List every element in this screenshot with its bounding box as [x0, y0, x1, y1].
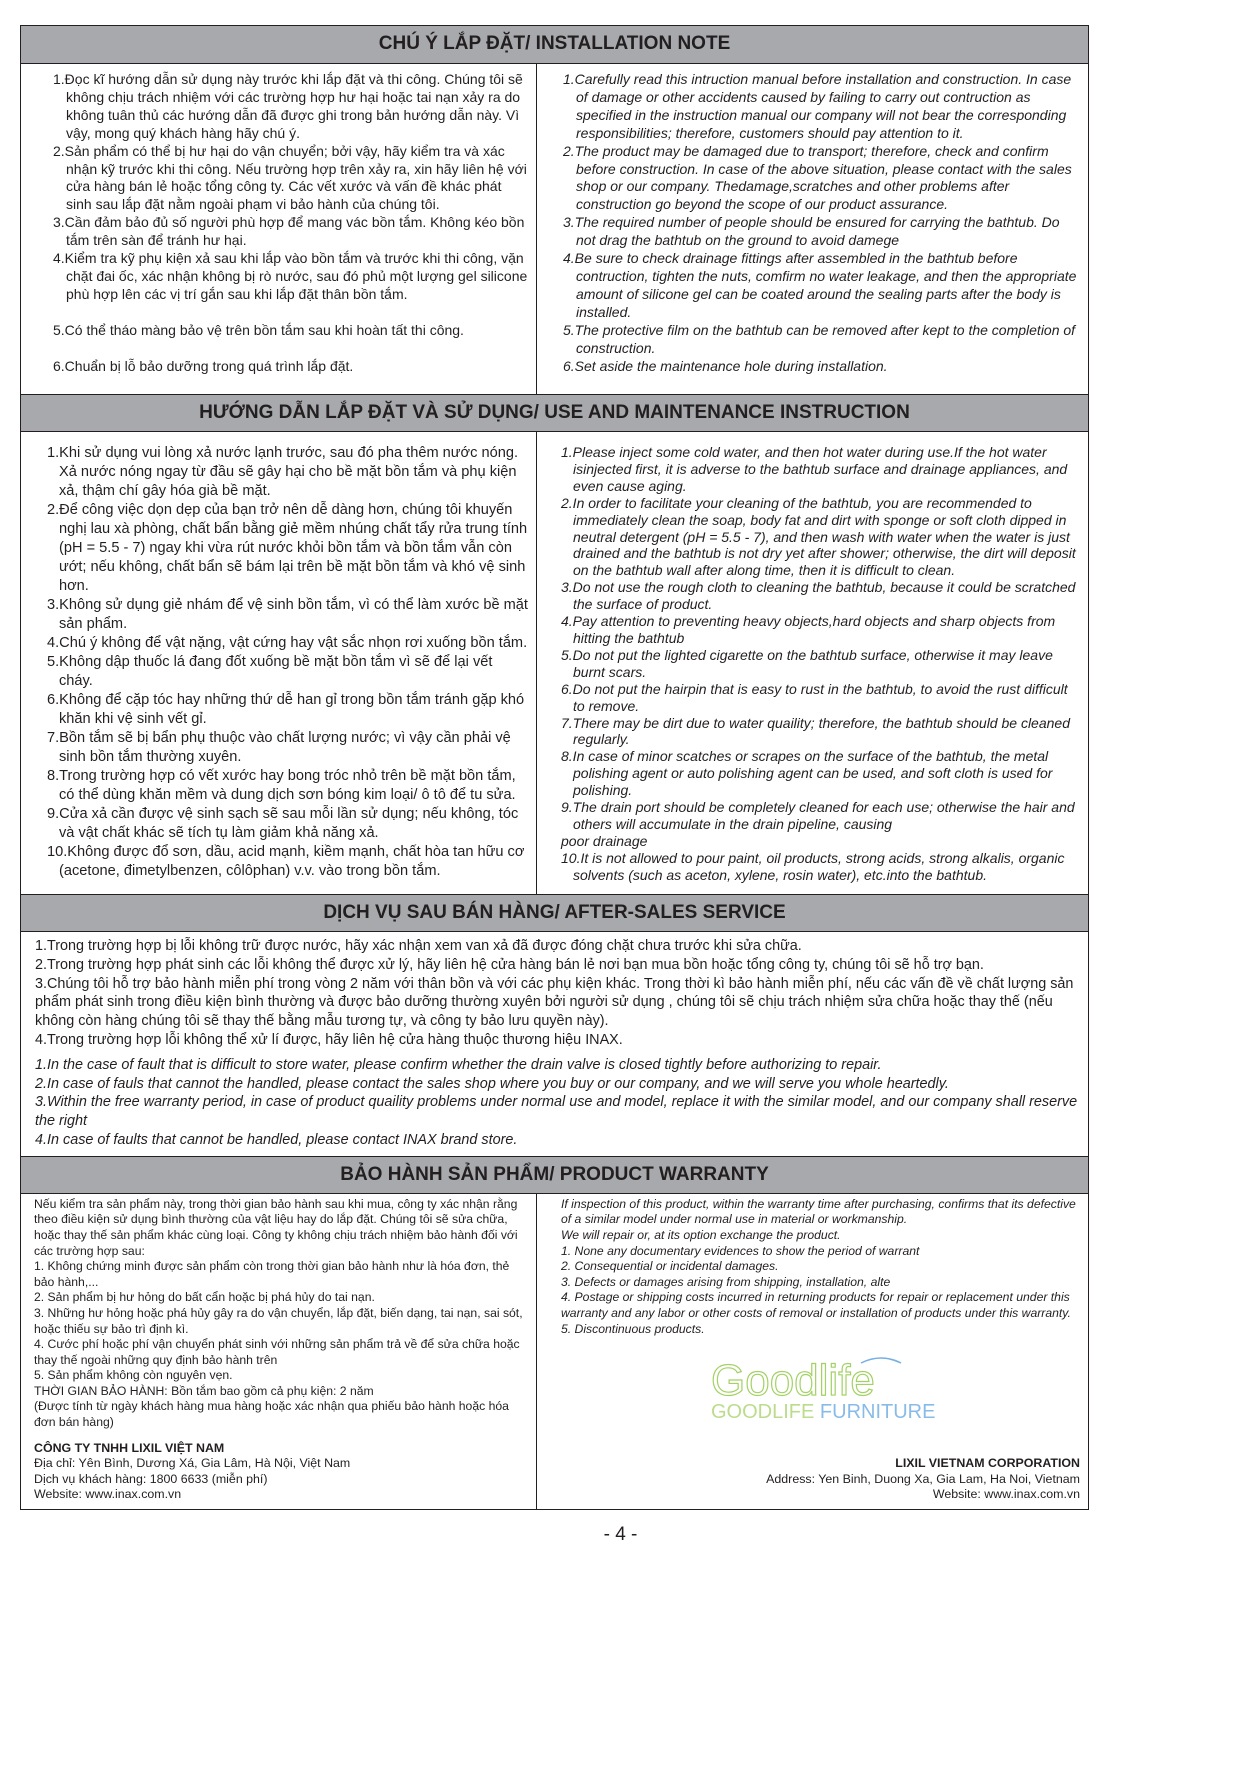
list-item: 10.It is not allowed to pour paint, oil products, strong acids, strong alkalis, organic solvents (such as aceton, xylene, rosin water), etc.into the bathtub.: [561, 849, 1065, 883]
list-item: 2.In order to facilitate your cleaning of the bathtub, you are recommended to immediately clean the soap, body fat and dirt with sponge or soft cloth dipped in neutral detergent (pH = 5.5 - 7), and then wash with water when the water is just drained and the bathtub is not dry yet after shower; otherwise, the dirt will deposit on the bathtub wall after along time, then it is difficult to clean.: [561, 494, 1076, 579]
list-item: 9.The drain port should be completely cleaned for each use; otherwise the hair and others will accumulate in the drain pipeline, causing: [561, 799, 1075, 832]
list-item: 4. Cước phí hoặc phí vận chuyển phát sinh với những sản phẩm trả về để sửa chữa hoặc thay thế ngoài những quy định bảo hành trên: [34, 1337, 520, 1367]
list-item: 3.Chúng tôi hỗ trợ bảo hành miễn phí trong vòng 2 năm với thân bồn và với các phụ kiện khác. Trong thời kì bảo hành miễn phí, nếu các vấn đề về chất lượng sản phẩm phát sinh trong điều kiện bình thường và được bảo dưỡng thường xuyên bởi người sử dụng , chúng tôi sẽ chịu trách nhiệm sửa chữa hoặc thay thế (nếu không còn hàng chúng tôi sẽ thay thế bằng mẫu tương tự, và công ty bảo lưu quyền này).: [35, 975, 1074, 1030]
installation-vi: [21, 64, 537, 394]
list-item: 2. Consequential or incidental damages.: [561, 1259, 779, 1274]
list-item: 2.In case of fauls that cannot the handled, please contact the sales shop where you buy or our company, and we will serve you whole heartedly.: [35, 1075, 949, 1092]
section-header-usage: HƯỚNG DẪN LẮP ĐẶT VÀ SỬ DỤNG/ USE AND MAINTENANCE INSTRUCTION: [21, 394, 1088, 432]
list-item: 2.The product may be damaged due to transport; therefore, check and confirm before construction. In case of the above situation, please contact with the sales shop or our company. Thedamage,scratches and other problems after construction go beyond the scope of our product assurance.: [563, 142, 1072, 213]
list-item: 6.Set aside the maintenance hole during installation.: [563, 357, 888, 374]
list-item: 3.Within the free warranty period, in case of product quaility problems under normal use and model, replace it with the similar model, and our company shall reserve the right: [35, 1094, 1078, 1130]
list-item: 5.Do not put the lighted cigarette on the bathtub surface, otherwise it may leave burnt scars.: [561, 646, 1053, 680]
watermark-logo: [711, 1355, 971, 1425]
list-item: 7.Bồn tắm sẽ bị bẩn phụ thuộc vào chất lượng nước; vì vậy cần phải vệ sinh bồn tắm thường xuyên.: [47, 730, 511, 765]
warranty-en: [537, 1194, 1088, 1509]
list-item: 5.The protective film on the bathtub can be removed after kept to the completion of construction.: [563, 321, 1076, 356]
list-item: 3.The required number of people should be ensured for carrying the bathtub. Do not drag the bathtub on the ground to avoid damege: [563, 214, 1060, 249]
usage-section: [21, 432, 1088, 894]
list-item: 3.Cần đảm bảo đủ số người phù hợp để mang vác bồn tắm. Không kéo bồn tắm trên sàn để tránh hư hại.: [53, 214, 525, 249]
usage-vi: [21, 432, 537, 894]
list-item: 2.Sản phẩm có thể bị hư hại do vận chuyển; bởi vậy, hãy kiểm tra và xác nhận kỹ trước khi thi công. Nếu trường hợp trên xảy ra, xin hãy liên hệ với cửa hàng bán lẻ hoặc tổng công ty. Các vết xước và vấn đề khác phát sinh sau lắp đặt nằm ngoài phạm vi bảo hành của chúng tôi.: [53, 142, 527, 213]
list-item: 4. Postage or shipping costs incurred in returning products for repair or replacement under this warranty and any labor or other costs of removal or installation of products under this warranty.: [561, 1290, 1071, 1320]
company-hotline: Dịch vụ khách hàng: 1800 6633 (miễn phí): [34, 1471, 268, 1486]
company-name: LIXIL VIETNAM CORPORATION: [895, 1456, 1080, 1471]
company-website: Website: www.inax.com.vn: [932, 1487, 1080, 1502]
usage-en: [537, 432, 1088, 894]
list-item: 1.Đọc kĩ hướng dẫn sử dụng này trước khi lắp đặt và thi công. Chúng tôi sẽ không chịu trách nhiệm với các trường hợp hư hại hoặc tai nạn xảy ra do không tuân thủ các hướng dẫn đã được ghi trong bản hướng dẫn này. Vì vậy, mong quý khách hàng hãy chú ý.: [53, 71, 523, 141]
document-frame: [20, 25, 1089, 1510]
section-header-warranty: BẢO HÀNH SẢN PHẨM/ PRODUCT WARRANTY: [21, 1156, 1088, 1194]
list-item: 3.Do not use the rough cloth to cleaning the bathtub, because it could be scratched the surface of product.: [561, 579, 1076, 613]
company-address: Address: Yen Binh, Duong Xa, Gia Lam, Ha Noi, Vietnam: [766, 1471, 1080, 1486]
company-website: Website: www.inax.com.vn: [34, 1487, 182, 1502]
list-item: 5. Sản phẩm không còn nguyên vẹn.: [34, 1368, 233, 1383]
list-item: 3. Những hư hỏng hoặc phá hủy gây ra do vận chuyển, lắp đặt, biến dạng, tai nạn, sai sót, hoặc thiếu sự bảo trì định kì.: [34, 1305, 523, 1336]
warranty-intro: Nếu kiểm tra sản phẩm này, trong thời gian bảo hành sau khi mua, công ty xác nhận rằng theo điều kiện sử dụng bình thường của vật liệu hay do lắp đặt. Chúng tôi sẽ sửa chữa, hoặc thay thế sản phẩm khác cùng loại. Công ty không chịu trách nhiệm bảo hành đối với các trường hợp sau:: [34, 1196, 518, 1258]
company-info-en: [561, 1446, 1080, 1503]
list-item: 6.Chuẩn bị lỗ bảo dưỡng trong quá trình lắp đặt.: [53, 357, 354, 374]
warranty-intro-2: We will repair or, at its option exchange the product.: [561, 1227, 841, 1242]
list-item: 4.Be sure to check drainage fittings after assembled in the bathtub before contruction, tighten the nuts, comfirm no water leakage, and then the appropriate amount of silicone gel can be coated around the sealing parts after the body is installed.: [563, 250, 1077, 320]
list-item: 4.Kiểm tra kỹ phụ kiện xả sau khi lắp vào bồn tắm và trước khi thi công, vặn chặt đai ốc, xác nhận không bị rò nước, sau đó phủ một lượng gel silicone phù hợp lên các vị trí gắn sau khi lắp đặt thân bồn tắm.: [53, 250, 528, 302]
list-item: 1.Carefully read this intruction manual before installation and construction. In case of damage or other accidents caused by failing to carry out contruction as specified in the instruction manual our company will not bear the corresponding responsibilities; therefore, customers should pay attention to it.: [563, 71, 1072, 141]
installation-section: [21, 64, 1088, 394]
list-item: 8.In case of minor scatches or scrapes on the surface of the bathtub, the metal polishing agent or auto polishing agent can be used, and soft cloth is used for polishing.: [561, 748, 1053, 799]
installation-en: [537, 64, 1088, 394]
warranty-period: THỜI GIAN BẢO HÀNH: Bồn tắm bao gồm cả phụ kiện: 2 năm: [34, 1383, 374, 1398]
list-item: 8.Trong trường hợp có vết xước hay bong tróc nhỏ trên bề mặt bồn tắm, có thể dùng khăn mềm và dung dịch sơn bóng kim loại/ ô tô để tu sửa.: [47, 768, 516, 803]
list-item: 1. None any documentary evidences to show the period of warrant: [561, 1243, 920, 1258]
list-item: 4.Pay attention to preventing heavy objects,hard objects and sharp objects from hitting the bathtub: [561, 613, 1056, 646]
list-item: 2. Sản phẩm bị hư hỏng do bất cẩn hoặc bị phá hủy do tai nạn.: [34, 1290, 375, 1305]
list-item: 3. Defects or damages arising from shipping, installation, alte: [561, 1274, 891, 1289]
list-item: 1.Trong trường hợp bị lỗi không trữ được nước, hãy xác nhận xem van xả đã được đóng chặt chưa trước khi sửa chữa.: [35, 938, 802, 954]
section-header-installation: CHÚ Ý LẮP ĐẶT/ INSTALLATION NOTE: [21, 26, 1088, 64]
company-name: CÔNG TY TNHH LIXIL VIỆT NAM: [34, 1440, 225, 1455]
svg-text:GOODLIFE FURNITURE: GOODLIFE FURNITURE: [711, 1401, 936, 1424]
list-item: 1.In the case of fault that is difficult to store water, please confirm whether the drain valve is closed tightly before authorizing to repair.: [35, 1056, 882, 1073]
list-item: 1. Không chứng minh được sản phẩm còn trong thời gian bảo hành như là hóa đơn, thẻ bảo hành,...: [34, 1259, 510, 1289]
list-item-continuation: poor drainage: [561, 832, 648, 849]
list-item: 5.Có thể tháo màng bảo vệ trên bồn tắm sau khi hoàn tất thi công.: [53, 321, 464, 338]
svg-text:Goodlife: Goodlife: [711, 1356, 875, 1406]
list-item: 9.Cửa xả cần được vệ sinh sạch sẽ sau mỗi lần sử dụng; nếu không, tóc và vật chất khác sẽ tích tụ làm giảm khả năng xả.: [47, 806, 519, 841]
list-item: 3.Không sử dụng giẻ nhám để vệ sinh bồn tắm, vì có thể làm xước bề mặt sản phẩm.: [47, 597, 528, 632]
list-item: 2.Để công việc dọn dẹp của bạn trở nên dễ dàng hơn, chúng tôi khuyến nghị lau xà phòng, chất bẩn bằng giẻ mềm nhúng chất tẩy rửa trung tính (pH = 5.5 - 7) ngay khi vừa rút nước khỏi bồn tắm và bồn tắm vẫn còn ướt; nếu không, chất bẩn sẽ bám lại trên bề mặt bồn tắm và khó vệ sinh hơn.: [47, 502, 528, 594]
warranty-section: [21, 1194, 1088, 1509]
list-item: 6.Do not put the hairpin that is easy to rust in the bathtub, to avoid the rust difficult to remove.: [561, 680, 1068, 714]
list-item: 4.Trong trường hợp lỗi không thể xử lí được, hãy liên hệ cửa hàng thuộc thương hiệu INAX.: [35, 1031, 623, 1048]
list-item: 6.Không để cặp tóc hay những thứ dễ han gỉ trong bồn tắm tránh gặp khó khăn khi vệ sinh vết gỉ.: [47, 692, 525, 727]
service-section: [21, 932, 1088, 1156]
list-item: 4.Chú ý không để vật nặng, vật cứng hay vật sắc nhọn rơi xuống bồn tắm.: [47, 635, 528, 651]
list-item: 10.Không được đổ sơn, dầu, acid mạnh, kiềm mạnh, chất hòa tan hữu cơ (acetone, đimetylbenzen, côlôphan) v.v. vào trong bồn tắm.: [47, 844, 525, 879]
list-item: 5.Không dập thuốc lá đang đốt xuống bề mặt bồn tắm vì sẽ để lại vết cháy.: [47, 654, 493, 689]
list-item: 2.Trong trường hợp phát sinh các lỗi không thể được xử lý, hãy liên hệ cửa hàng bán lẻ nơi bạn mua bồn hoặc tổng công ty, chúng tôi sẽ hỗ trợ bạn.: [35, 956, 984, 973]
section-header-service: DỊCH VỤ SAU BÁN HÀNG/ AFTER-SALES SERVICE: [21, 894, 1088, 932]
list-item: 7.There may be dirt due to water quaility; therefore, the bathtub should be cleaned regularly.: [561, 714, 1070, 748]
warranty-period-note: (Được tính từ ngày khách hàng mua hàng hoặc xác nhận qua phiếu bảo hành hoặc hóa đơn bán hàng): [34, 1399, 509, 1430]
list-item: 1.Khi sử dụng vui lòng xả nước lạnh trước, sau đó pha thêm nước nóng. Xả nước nóng ngay từ đầu sẽ gây hại cho bề mặt bồn tắm và phụ kiện xả, thậm chí gây hóa già bề mặt.: [47, 445, 518, 499]
list-item: 1.Please inject some cold water, and then hot water during use.If the hot water isinjected first, it is adverse to the bathtub surface and drainage appliances, and even cause aging.: [561, 444, 1068, 494]
company-address: Địa chỉ: Yên Bình, Dương Xá, Gia Lâm, Hà Nội, Việt Nam: [34, 1456, 351, 1471]
list-item: 5. Discontinuous products.: [561, 1321, 705, 1336]
warranty-intro: If inspection of this product, within the warranty time after purchasing, confirms that its defective of a similar model under normal use in material or workmanship.: [561, 1196, 1076, 1227]
page-number: - 4 -: [603, 1524, 638, 1546]
warranty-vi: [21, 1194, 537, 1509]
company-info-vi: [34, 1431, 532, 1503]
list-item: 4.In case of faults that cannot be handled, please contact INAX brand store.: [35, 1131, 518, 1148]
